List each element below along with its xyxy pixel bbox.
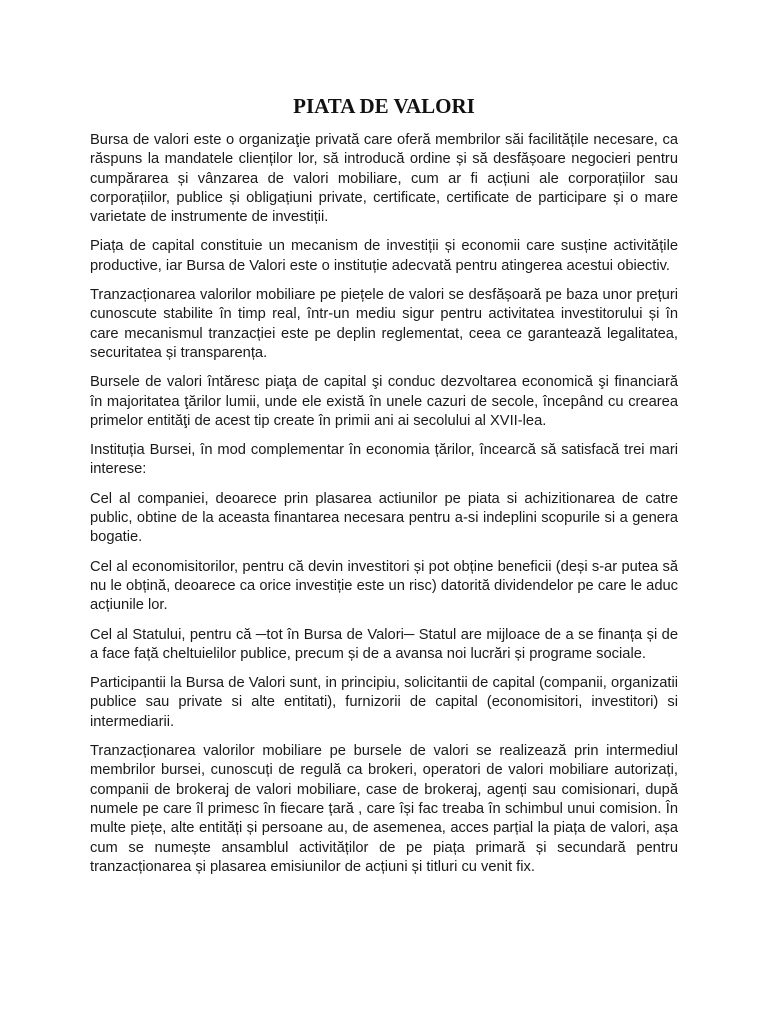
document-title: PIATA DE VALORI bbox=[293, 94, 475, 118]
paragraph-8: Cel al Statului, pentru că ─tot în Bursa de Valori─ Statul are mijloace de a se finanța și de a face față cheltuielilor publice, precum și de a avansa noi lucrări și programe sociale. bbox=[90, 626, 678, 662]
paragraph-7: Cel al economisitorilor, pentru că devin investitori și pot obține beneficii (deși s-ar putea să nu le obțină, deoarece ca orice investiție este un risc) datorită dividendelor pe care le aduc acțiunile lor. bbox=[90, 558, 678, 614]
document-body bbox=[90, 131, 678, 887]
paragraph-5: Instituția Bursei, în mod complementar în economia țărilor, încearcă să satisfacă trei mari interese: bbox=[90, 442, 678, 478]
paragraph-10: Tranzacționarea valorilor mobiliare pe bursele de valori se realizează prin intermediul membrilor bursei, cunoscuți de regulă ca brokeri, operatori de valori mobiliare autorizați, companii de brokeraj de valori mobiliare, case de brokeraj, agenți sau comisionari, după numele pe care îl primesc în fiecare țară , care își fac treaba în schimbul unui comision. În multe piețe, alte entități și persoane au, de asemenea, acces parțial la piața de valori, așa cum se numește ansamblul activităților de pe piața primară și secundară pentru tranzacționarea și plasarea emisiunilor de acțiuni și titluri cu venit fix. bbox=[90, 743, 678, 875]
paragraph-3: Tranzacționarea valorilor mobiliare pe piețele de valori se desfășoară pe baza unor prețuri cunoscute stabilite în timp real, într-un mediu sigur pentru activitatea investitorului și în care mecanismul tranzacției este pe deplin reglementat, ceea ce garantează legalitatea, securitatea și transparența. bbox=[90, 287, 678, 361]
paragraph-2: Piața de capital constituie un mecanism de investiții și economii care susține activitățile productive, iar Bursa de Valori este o instituție adecvată pentru atingerea acestui obiectiv. bbox=[90, 238, 678, 274]
paragraph-4: Bursele de valori întăresc piaţa de capital şi conduc dezvoltarea economică şi financiară în majoritatea ţărilor lumii, unde ele există în unele cazuri de secole, începând cu crearea primelor entităţi de acest tip create în primii ani ai secolului al XVII-lea. bbox=[90, 374, 678, 429]
paragraph-9: Participantii la Bursa de Valori sunt, in principiu, solicitantii de capital (companii, organizatii publice sau private si alte entitati), furnizorii de capital (economisitori, investitori) si intermediarii. bbox=[90, 675, 678, 730]
paragraph-6: Cel al companiei, deoarece prin plasarea actiunilor pe piata si achizitionarea de catre public, obtine de la aceasta finantarea necesara pentru a-si indeplini scopurile si a genera bogatie. bbox=[90, 490, 678, 546]
paragraph-1: Bursa de valori este o organizaţie privată care oferă membrilor săi facilitățile necesare, ca răspuns la mandatele clienților lor, să introducă ordine și să desfășoare negocieri pentru cumpărarea și vânzarea de valori mobiliare, cum ar fi acțiuni ale corporațiilor sau corporațiilor, publice și obligațiuni private, certificate, certificate de participare și o mare varietate de instrumente de investiții. bbox=[90, 132, 678, 226]
